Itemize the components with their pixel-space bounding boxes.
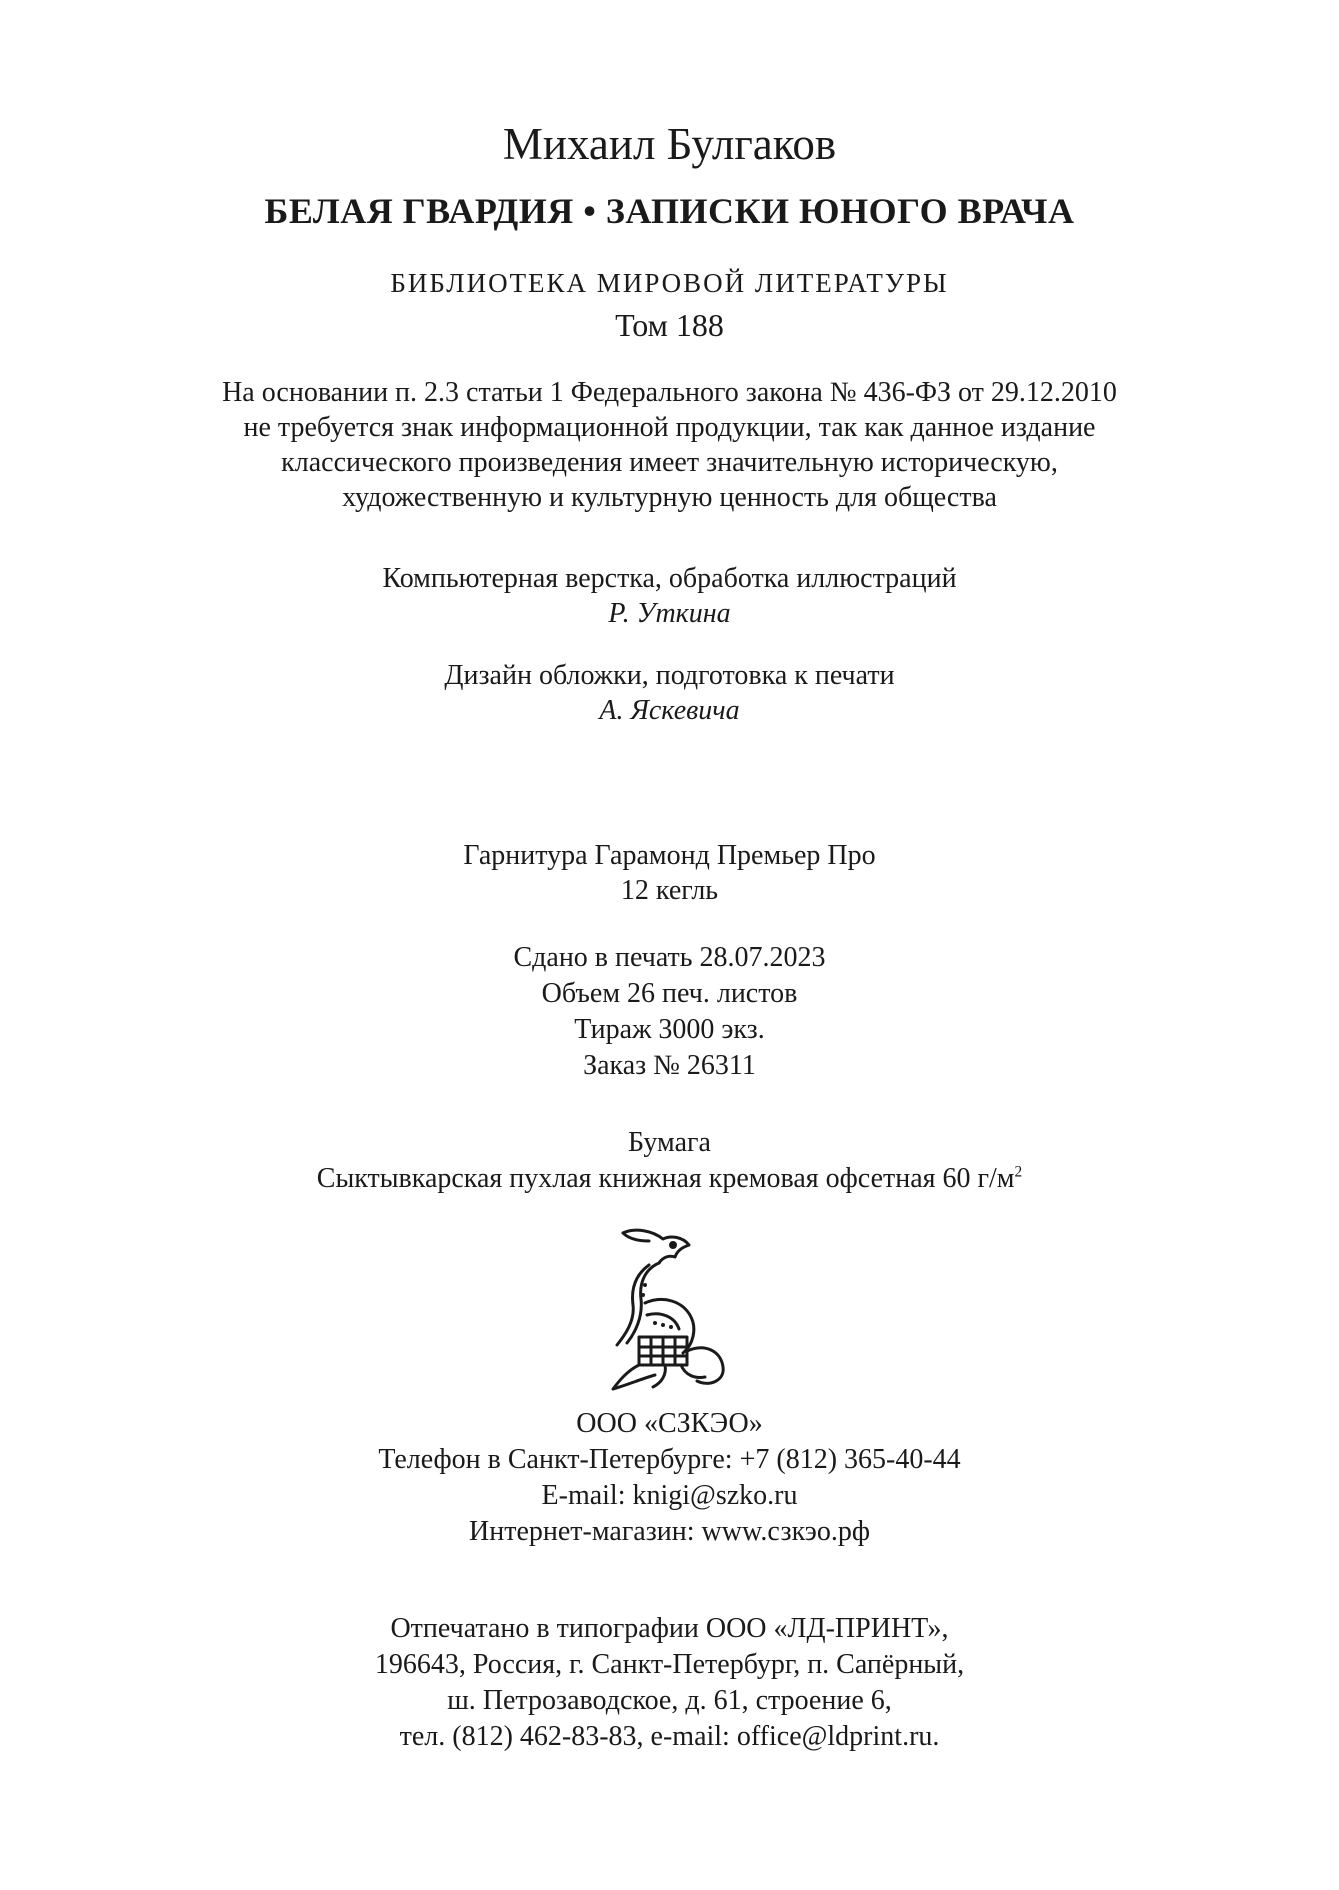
legal-notice-line: На основании п. 2.3 статьи 1 Федерального закона № 436-ФЗ от 29.12.2010 [222,377,1117,408]
publisher-phone: Телефон в Санкт-Петербурге: +7 (812) 365-40-44 [378,1444,961,1475]
layout-credit-label: Компьютерная верстка, обработка иллюстраций [382,563,957,594]
volume-number: Том 188 [615,307,724,343]
paper-unit-superscript: 2 [1014,1163,1023,1181]
publisher-shop: Интернет-магазин: www.сзкэо.рф [469,1516,870,1547]
legal-notice-line: классического произведения имеет значительную историческую, [281,447,1058,478]
design-credit-label: Дизайн обложки, подготовка к печати [444,660,895,691]
series-name: БИБЛИОТЕКА МИРОВОЙ ЛИТЕРАТУРЫ [390,268,949,298]
publisher-name: ООО «СЗКЭО» [576,1408,763,1439]
print-info-line: Тираж 3000 экз. [574,1014,765,1045]
paper-description [0,1163,1339,1195]
printer-line: 196643, Россия, г. Санкт-Петербург, п. Сапёрный, [374,1649,965,1680]
dragon-emblem-icon [605,1225,745,1395]
layout-credit-name: Р. Уткина [608,598,731,629]
print-info-line: Объем 26 печ. листов [541,978,798,1009]
book-title: БЕЛАЯ ГВАРДИЯ • ЗАПИСКИ ЮНОГО ВРАЧА [264,191,1075,231]
print-info-line: Сдано в печать 28.07.2023 [513,942,826,973]
printer-line: ш. Петрозаводское, д. 61, строение 6, [447,1685,892,1716]
design-credit-name: А. Яскевича [599,695,740,726]
publisher-email: E-mail: knigi@szko.ru [541,1480,798,1511]
print-info-line: Заказ № 26311 [583,1050,756,1081]
typeface-info: Гарнитура Гарамонд Премьер Про [463,840,876,871]
type-size-info: 12 кегль [620,875,719,906]
printer-line: тел. (812) 462-83-83, e-mail: office@ldprint.ru. [399,1721,940,1752]
printer-line: Отпечатано в типографии ООО «ЛД-ПРИНТ», [390,1613,949,1644]
author-name: Михаил Булгаков [502,119,837,169]
legal-notice-line: художественную и культурную ценность для общества [342,482,997,513]
legal-notice-line: не требуется знак информационной продукции, так как данное издание [243,412,1096,443]
paper-description-text: Сыктывкарская пухлая книжная кремовая офсетная 60 г/м [316,1163,1015,1194]
paper-label: Бумага [628,1127,711,1158]
